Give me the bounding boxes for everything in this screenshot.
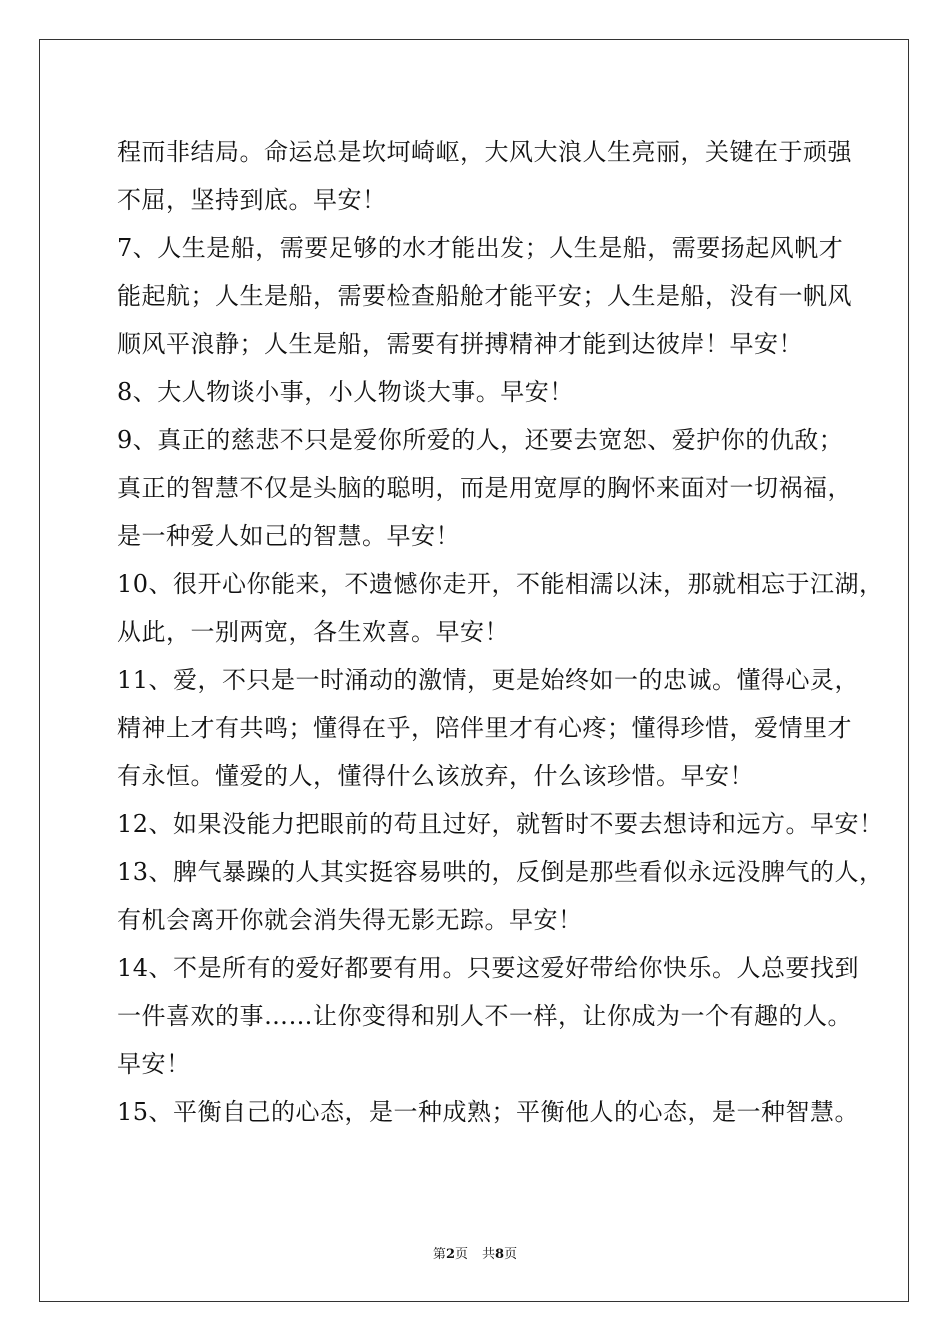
text-line: 12、如果没能力把眼前的苟且过好，就暂时不要去想诗和远方。早安！	[117, 810, 884, 838]
text-line: 15、平衡自己的心态，是一种成熟；平衡他人的心态，是一种智慧。	[117, 1098, 860, 1126]
text-line: 有机会离开你就会消失得无影无踪。早安！	[117, 906, 583, 934]
document-body	[117, 128, 884, 1136]
text-line: 早安！	[117, 1050, 191, 1078]
text-line: 13、脾气暴躁的人其实挺容易哄的，反倒是那些看似永远没脾气的人，	[117, 858, 884, 886]
text-line: 精神上才有共鸣；懂得在乎，陪伴里才有心疼；懂得珍惜，爱情里才	[117, 714, 852, 742]
text-line: 14、不是所有的爱好都要有用。只要这爱好带给你快乐。人总要找到	[117, 954, 860, 982]
page-prefix: 第	[432, 1247, 446, 1262]
text-line: 一件喜欢的事……让你变得和别人不一样，让你成为一个有趣的人。	[117, 1002, 852, 1030]
text-line: 从此，一别两宽，各生欢喜。早安！	[117, 618, 509, 646]
text-line: 程而非结局。命运总是坎坷崎岖，大风大浪人生亮丽，关键在于顽强	[117, 138, 852, 166]
total-pages-label	[482, 1247, 517, 1262]
text-line: 真正的智慧不仅是头脑的聪明，而是用宽厚的胸怀来面对一切祸福，	[117, 474, 852, 502]
page-number-label	[433, 1247, 468, 1262]
text-line: 顺风平浪静；人生是船，需要有拼搏精神才能到达彼岸！早安！	[117, 330, 803, 358]
total-prefix: 共	[482, 1247, 496, 1262]
page-number: 2	[445, 1247, 455, 1262]
text-line: 9、真正的慈悲不只是爱你所爱的人，还要去宽恕、爱护你的仇敌；	[117, 426, 844, 454]
text-line: 7、人生是船，需要足够的水才能出发；人生是船，需要扬起风帆才	[117, 234, 844, 262]
text-line: 不屈，坚持到底。早安！	[117, 186, 387, 214]
text-line: 11、爱，不只是一时涌动的激情，更是始终如一的忠诚。懂得心灵，	[117, 666, 860, 694]
text-line: 10、很开心你能来，不遗憾你走开，不能相濡以沫，那就相忘于江湖，	[117, 570, 884, 598]
total-suffix: 页	[504, 1247, 518, 1262]
text-line: 有永恒。懂爱的人，懂得什么该放弃，什么该珍惜。早安！	[117, 762, 754, 790]
text-line: 是一种爱人如己的智慧。早安！	[117, 522, 460, 550]
page-footer	[0, 1246, 950, 1264]
text-line: 能起航；人生是船，需要检查船舱才能平安；人生是船，没有一帆风	[117, 282, 852, 310]
text-line: 8、大人物谈小事，小人物谈大事。早安！	[117, 378, 574, 406]
total-pages: 8	[495, 1247, 505, 1262]
page-suffix: 页	[454, 1247, 468, 1262]
